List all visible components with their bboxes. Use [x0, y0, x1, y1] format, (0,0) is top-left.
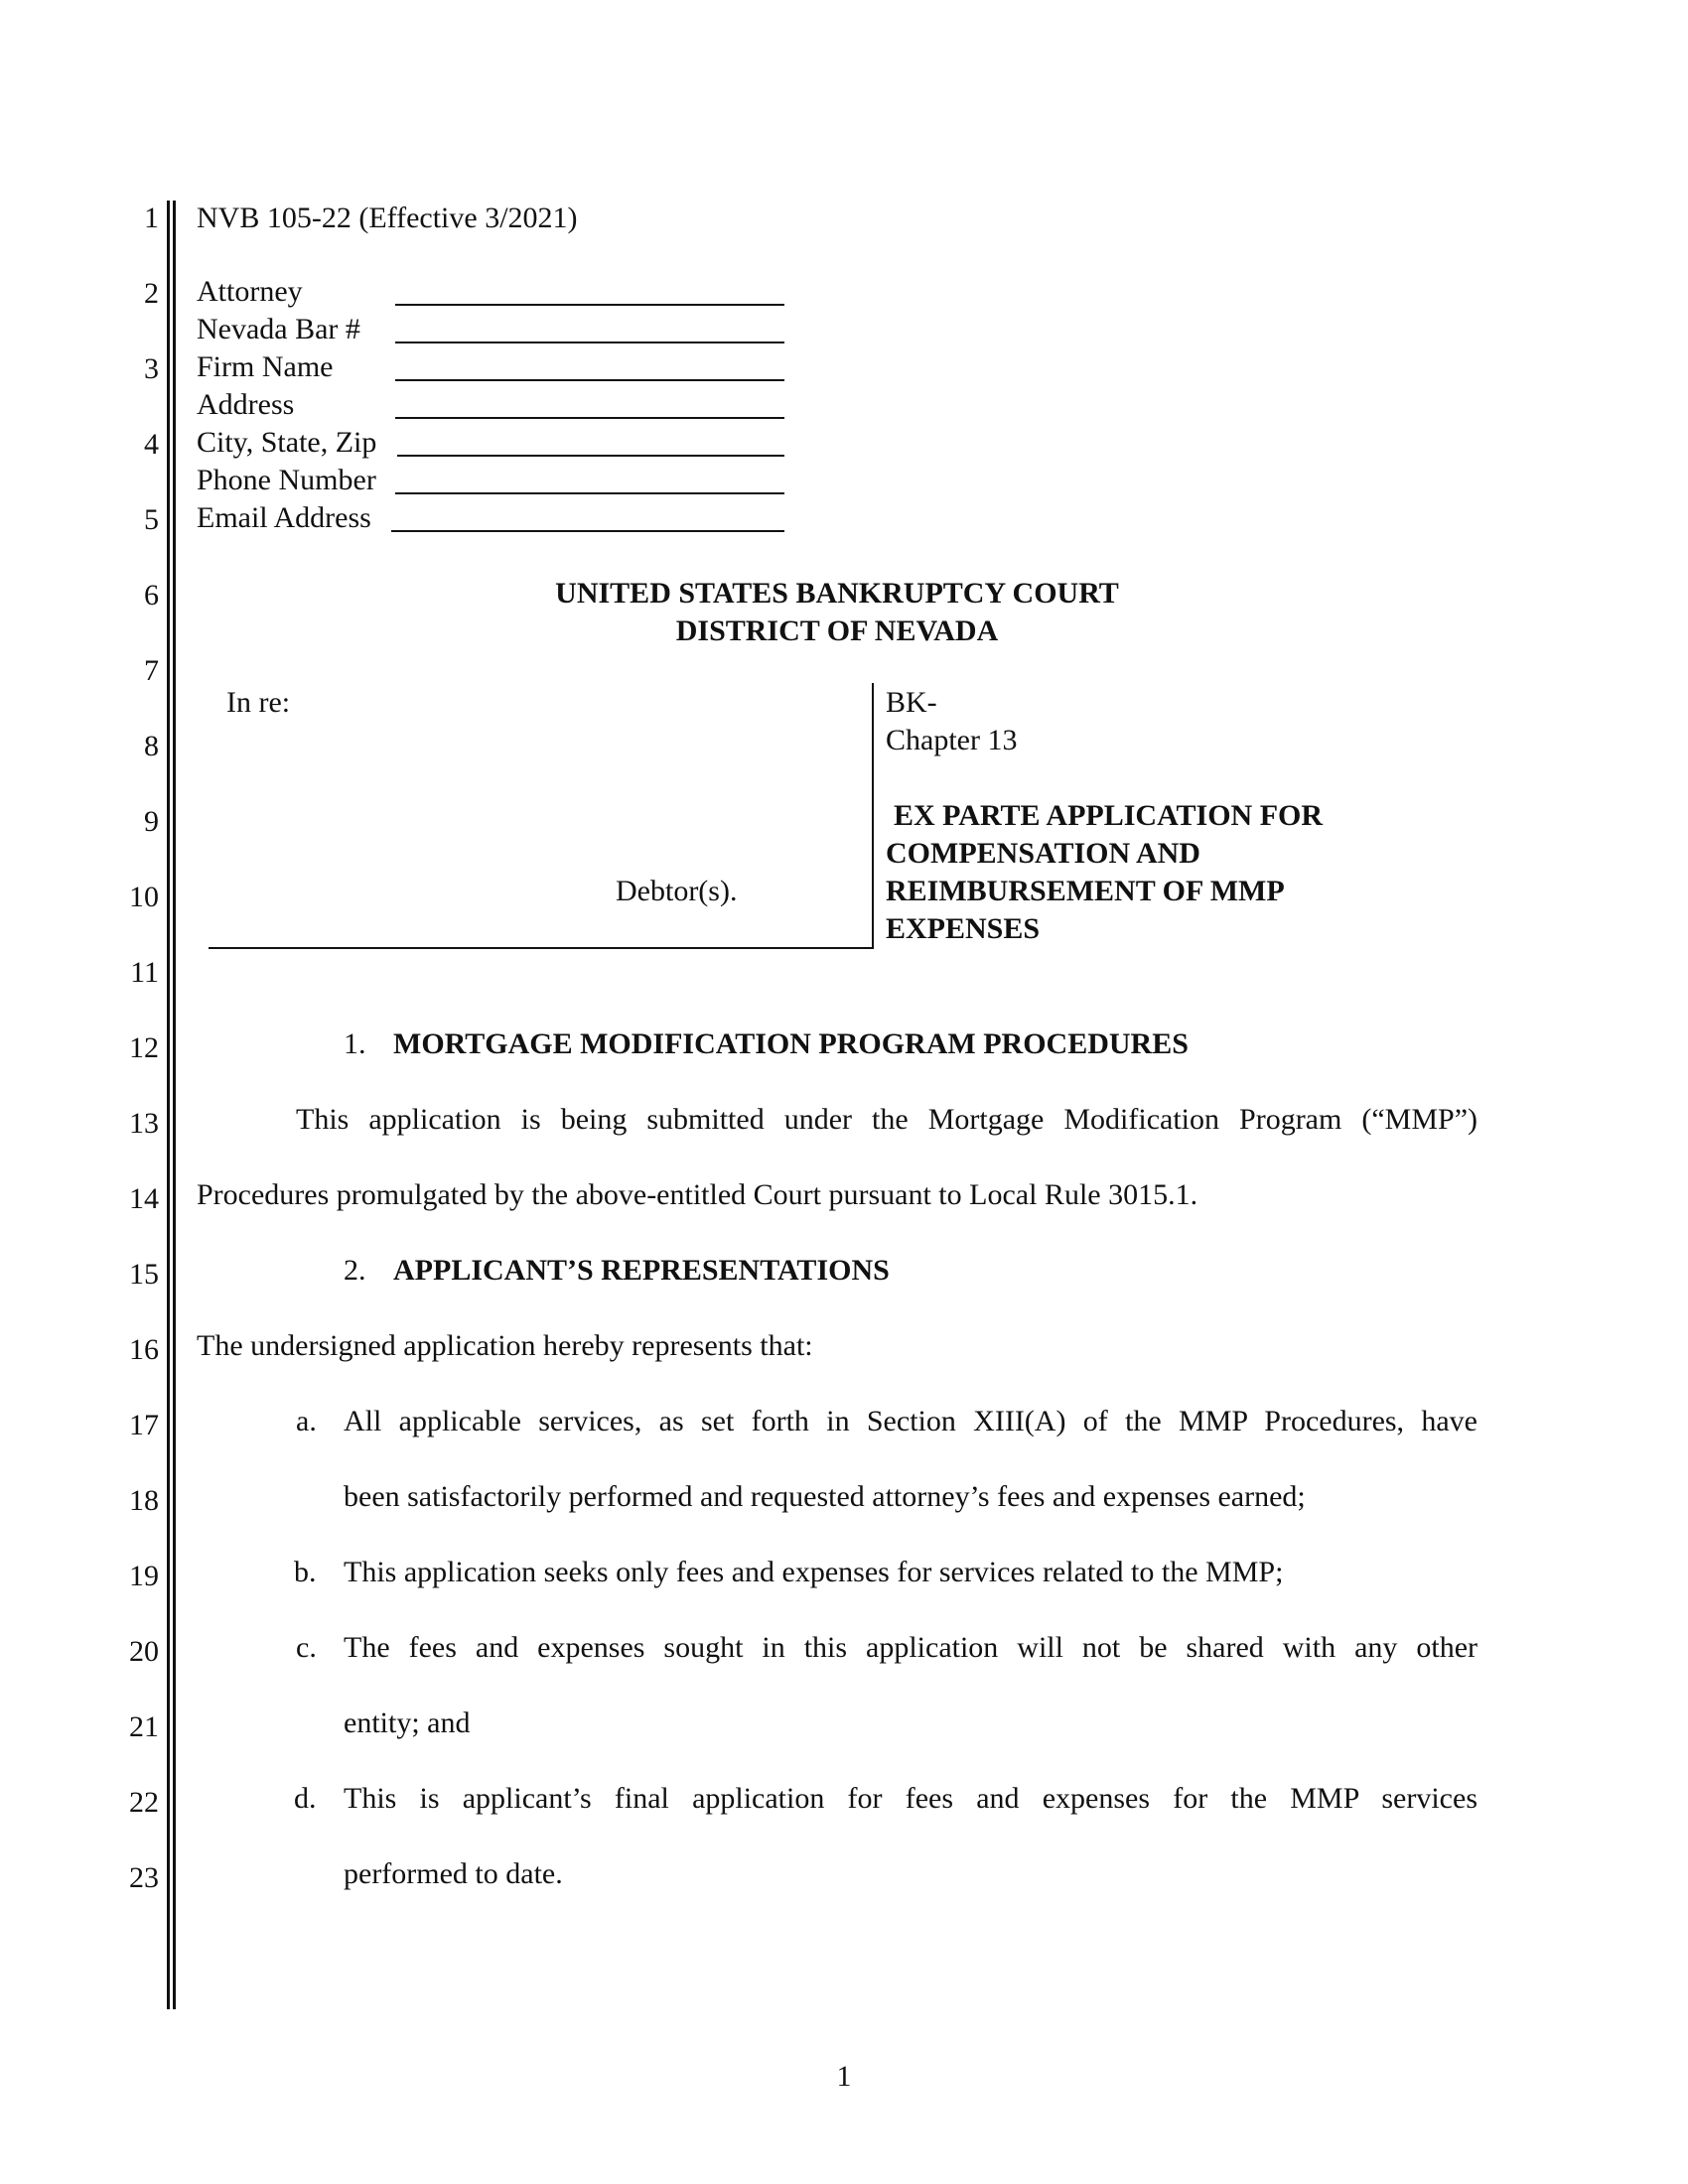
- line-number: 13: [129, 1107, 159, 1140]
- list-item-line: This application seeks only fees and expenses for services related to the MMP;: [344, 1556, 1284, 1588]
- address-label: Address: [197, 388, 295, 421]
- line-number: 5: [144, 503, 159, 536]
- caption-title-line: EXPENSES: [886, 912, 1041, 945]
- line-number: 12: [129, 1031, 159, 1064]
- line-number: 15: [129, 1258, 159, 1291]
- list-item-letter: d.: [294, 1782, 317, 1815]
- section-heading: APPLICANT’S REPRESENTATIONS: [393, 1254, 890, 1287]
- firm-label: Firm Name: [197, 350, 334, 383]
- section-number: 2.: [344, 1254, 366, 1287]
- phone-blank[interactable]: [395, 492, 784, 494]
- line-number: 20: [129, 1635, 159, 1668]
- form-id: NVB 105-22 (Effective 3/2021): [197, 202, 578, 234]
- attorney-label: Attorney: [197, 275, 303, 308]
- debtor-label: Debtor(s).: [616, 875, 738, 907]
- line-number: 16: [129, 1333, 159, 1366]
- line-number: 21: [129, 1710, 159, 1743]
- line-number: 22: [129, 1786, 159, 1819]
- caption-title-line: REIMBURSEMENT OF MMP: [886, 875, 1285, 907]
- paragraph-line: The undersigned application hereby represents that:: [197, 1329, 813, 1362]
- caption-title-line: EX PARTE APPLICATION FOR: [894, 799, 1324, 832]
- line-number: 10: [129, 881, 159, 913]
- line-number: 23: [129, 1861, 159, 1894]
- margin-rule: [167, 201, 170, 2009]
- email-label: Email Address: [197, 501, 371, 534]
- list-item-letter: a.: [296, 1405, 317, 1437]
- list-item-line: The fees and expenses sought in this application will not be shared with any other: [344, 1631, 1477, 1664]
- caption-bottom-rule: [209, 947, 874, 949]
- line-number: 7: [144, 654, 159, 687]
- phone-label: Phone Number: [197, 464, 376, 496]
- list-item-line: entity; and: [344, 1706, 471, 1739]
- paragraph-line: This application is being submitted under the Mortgage Modification Program (“MMP”): [296, 1103, 1477, 1136]
- bar-blank[interactable]: [395, 341, 784, 343]
- line-number: 17: [129, 1409, 159, 1441]
- line-number: 14: [129, 1182, 159, 1215]
- line-number: 9: [144, 805, 159, 838]
- line-number: 3: [144, 352, 159, 385]
- list-item-letter: c.: [296, 1631, 317, 1664]
- chapter-label: Chapter 13: [886, 724, 1018, 756]
- section-heading: MORTGAGE MODIFICATION PROGRAM PROCEDURES: [393, 1027, 1189, 1060]
- caption-title-line: COMPENSATION AND: [886, 837, 1200, 870]
- list-item-line: This is applicant’s final application for fees and expenses for the MMP services: [344, 1782, 1477, 1815]
- line-number: 2: [144, 277, 159, 310]
- line-number: 6: [144, 579, 159, 612]
- line-number: 8: [144, 730, 159, 762]
- caption-divider: [872, 683, 874, 949]
- city-label: City, State, Zip: [197, 426, 377, 459]
- paragraph-line: Procedures promulgated by the above-entitled Court pursuant to Local Rule 3015.1.: [197, 1178, 1198, 1211]
- in-re-label: In re:: [226, 686, 291, 719]
- city-blank[interactable]: [397, 455, 784, 457]
- list-item-letter: b.: [294, 1556, 317, 1588]
- line-number: 4: [144, 428, 159, 461]
- attorney-blank[interactable]: [395, 304, 784, 306]
- line-number: 18: [129, 1484, 159, 1517]
- firm-blank[interactable]: [395, 379, 784, 381]
- list-item-line: performed to date.: [344, 1857, 563, 1890]
- margin-rule: [173, 201, 176, 2009]
- list-item-line: been satisfactorily performed and requested attorney’s fees and expenses earned;: [344, 1480, 1306, 1513]
- case-number-label: BK-: [886, 686, 937, 719]
- line-number: 11: [130, 956, 159, 989]
- email-blank[interactable]: [391, 530, 784, 532]
- line-number: 1: [144, 202, 159, 234]
- court-district: DISTRICT OF NEVADA: [675, 614, 999, 647]
- court-name: UNITED STATES BANKRUPTCY COURT: [555, 577, 1119, 610]
- bar-label: Nevada Bar #: [197, 313, 360, 345]
- page-number: 1: [836, 2060, 852, 2093]
- section-number: 1.: [344, 1027, 366, 1060]
- line-number: 19: [129, 1560, 159, 1592]
- list-item-line: All applicable services, as set forth in Section XIII(A) of the MMP Procedures, have: [344, 1405, 1477, 1437]
- address-blank[interactable]: [395, 417, 784, 419]
